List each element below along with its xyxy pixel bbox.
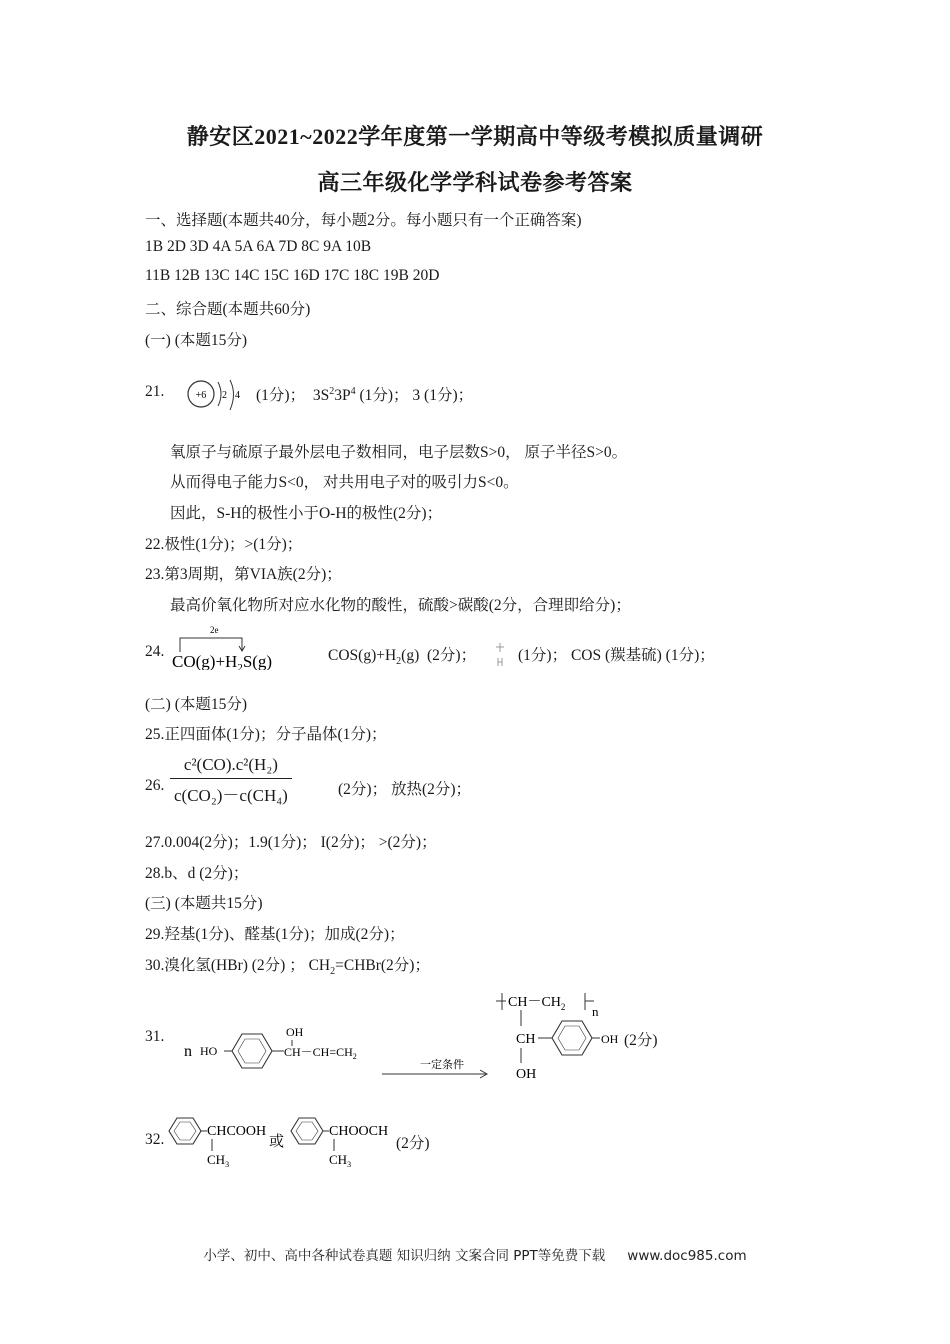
section-choice-header: 一、选择题(本题共40分，每小题2分。每小题只有一个正确答案) — [145, 212, 582, 229]
q21-number: 21. — [145, 383, 165, 400]
alternative-connector: 或 — [269, 1134, 285, 1150]
page-footer — [0, 1244, 950, 1264]
footer-text: 小学、初中、高中各种试卷真题 知识归纳 文案合同 PPT等免费下载 — [203, 1248, 606, 1264]
q21-explanation-3: 因此，S-H的极性小于O-H的极性(2分)； — [170, 505, 443, 522]
methyl-group-1: $CH_3$ — [207, 1152, 230, 1169]
reactant-count: n — [184, 1043, 192, 1060]
hydroxy-group-top: OH — [286, 1025, 304, 1039]
footer-url-link[interactable]: www.doc985.com — [627, 1248, 747, 1264]
methyl-group-2: $CH_3$ — [329, 1152, 352, 1169]
q21-explanation-2: 从而得电子能力S<0， 对共用电子对的吸引力S<0。 — [170, 474, 519, 491]
electron-label: 2e — [210, 625, 219, 635]
part-1-header: (一) (本题15分) — [145, 332, 248, 349]
q21-answer: (1分)； $3S^23P^4$ (1分)； 3 (1分)； — [256, 385, 474, 404]
electron-transfer-diagram — [170, 622, 320, 670]
q24-scores: (1分)； COS (羰基硫) (1分)； — [518, 647, 715, 664]
q26-number: 26. — [145, 777, 165, 794]
q24-number: 24. — [145, 643, 165, 660]
choice-answers-row-1: 1B 2D 3D 4A 5A 6A 7D 8C 9A 10B — [145, 238, 372, 255]
expression-denominator: c(CO₂)－c(CH₄) — [170, 778, 292, 806]
isomer-structures — [165, 1108, 400, 1170]
q23-answer: 23.第3周期，第VIA族(2分)； — [145, 566, 342, 583]
q31-score: (2分) — [624, 1032, 658, 1049]
polymerization-reaction-diagram — [180, 988, 690, 1088]
q29-answer: 29.羟基(1分)、醛基(1分)；加成(2分)； — [145, 926, 405, 943]
q22-answer: 22.极性(1分)；>(1分)； — [145, 536, 303, 553]
q27-answer: 27.0.004(2分)；1.9(1分)； I(2分)； >(2分)； — [145, 834, 437, 851]
expression-numerator: c²(CO).c²(H₂) — [183, 755, 278, 774]
reactant-side-chain: $CH-CH=CH_2$ — [284, 1045, 357, 1061]
atom-shell-1: 2 — [222, 390, 227, 401]
reaction-reactants: $CO(g)+H_2S(g)$ — [172, 652, 273, 670]
q24-product: $COS(g)+H_2(g)$ (2分)； — [328, 647, 477, 668]
q32-number: 32. — [145, 1131, 165, 1148]
atom-shell-2: 4 — [235, 390, 240, 401]
section-comprehensive-header: 二、综合题(本题共60分) — [145, 301, 311, 318]
part-3-header: (三) (本题共15分) — [145, 895, 263, 912]
q32-score: (2分) — [396, 1135, 430, 1152]
q23-explanation: 最高价氧化物所对应水化物的酸性，硫酸>碳酸(2分，合理即给分)； — [170, 597, 631, 614]
equilibrium-constant-expression — [170, 755, 292, 806]
atom-nucleus-charge: +6 — [195, 390, 207, 401]
carboxylic-acid-group: CHCOOH — [207, 1124, 267, 1139]
part-2-header: (二) (本题15分) — [145, 696, 248, 713]
polymer-backbone: $CH-CH_2$ — [508, 995, 566, 1012]
ester-group: CHOOCH — [329, 1124, 389, 1139]
page-title: 静安区2021~2022学年度第一学期高中等级考模拟质量调研 — [186, 124, 764, 149]
q30-answer: 30.溴化氢(HBr) (2分) ； $CH_2=CHBr(2$分)； — [145, 957, 430, 978]
polymer-hydroxy-right: OH — [601, 1032, 619, 1046]
hydroxy-group-left: HO — [200, 1044, 218, 1058]
small-structure-sketch — [494, 640, 508, 668]
reaction-condition: 一定条件 — [420, 1059, 464, 1071]
q21-explanation-1: 氧原子与硫原子最外层电子数相同，电子层数S>0， 原子半径S>0。 — [170, 444, 628, 461]
choice-answers-row-2: 11B 12B 13C 14C 15C 16D 17C 18C 19B 20D — [145, 267, 440, 284]
atom-structure-diagram — [184, 376, 250, 420]
polymer-hydroxy-bottom: OH — [516, 1067, 537, 1082]
polymer-repeat-n: n — [592, 1004, 599, 1019]
q28-answer: 28.b、d (2分)； — [145, 865, 249, 882]
page-subtitle: 高三年级化学学科试卷参考答案 — [317, 170, 633, 195]
polymer-ch: CH — [516, 1032, 536, 1047]
q25-answer: 25.正四面体(1分)；分子晶体(1分)； — [145, 726, 387, 743]
q26-scores: (2分)； 放热(2分)； — [338, 781, 472, 798]
q31-number: 31. — [145, 1028, 165, 1045]
